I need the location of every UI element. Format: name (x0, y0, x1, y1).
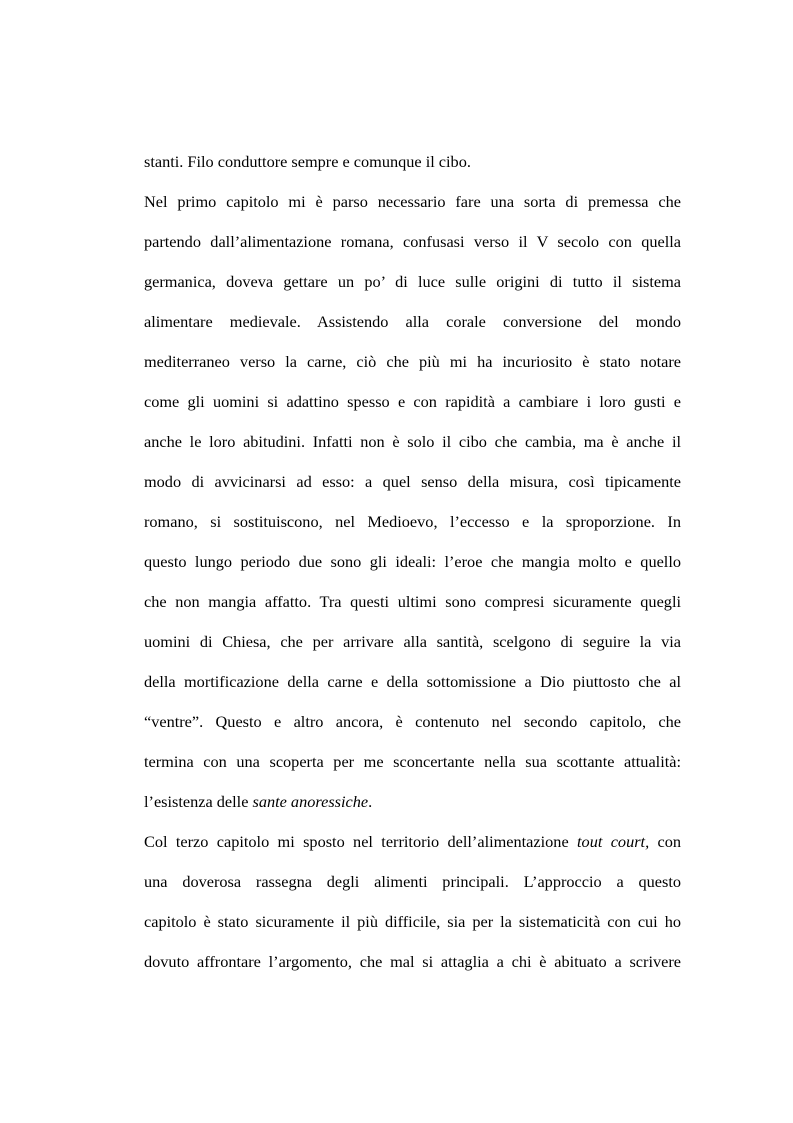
text-line: modo di avvicinarsi ad esso: a quel senso della misura, così tipicamente (144, 472, 681, 491)
text-line: della mortificazione della carne e della sottomissione a Dio piuttosto che al (144, 672, 681, 691)
text-line: germanica, doveva gettare un po’ di luce sulle origini di tutto il sistema (144, 272, 681, 291)
text-run: con (649, 832, 681, 851)
text-line: alimentare medievale. Assistendo alla corale conversione del mondo (144, 312, 681, 331)
text-line: mediterraneo verso la carne, ciò che più mi ha incuriosito è stato notare (144, 352, 681, 371)
text-line (144, 788, 681, 828)
text-line: dovuto affrontare l’argomento, che mal si attaglia a chi è abituato a scrivere (144, 952, 681, 971)
text-run: . (368, 792, 373, 811)
text-line: anche le loro abitudini. Infatti non è solo il cibo che cambia, ma è anche il (144, 432, 681, 451)
italic-text: tout court, (577, 832, 650, 851)
text-run: l’esistenza delle (144, 792, 253, 811)
text-line: come gli uomini si adattino spesso e con rapidità a cambiare i loro gusti e (144, 392, 681, 411)
text-line: Nel primo capitolo mi è parso necessario fare una sorta di premessa che (144, 192, 681, 211)
italic-text: sante anoressiche (252, 792, 369, 811)
text-line: questo lungo periodo due sono gli ideali: l’eroe che mangia molto e quello (144, 552, 681, 571)
text-run: Col terzo capitolo mi sposto nel territorio dell’alimentazione (144, 832, 578, 851)
text-line: stanti. Filo conduttore sempre e comunque il cibo. (144, 152, 471, 171)
text-line: partendo dall’alimentazione romana, confusasi verso il V secolo con quella (144, 232, 681, 251)
document-page (144, 148, 681, 988)
text-line (144, 828, 681, 868)
text-line: termina con una scoperta per me sconcertante nella sua scottante attualità: (144, 752, 681, 771)
text-line: che non mangia affatto. Tra questi ultimi sono compresi sicuramente quegli (144, 592, 681, 611)
text-line: capitolo è stato sicuramente il più difficile, sia per la sistematicità con cui ho (144, 912, 681, 931)
text-line: uomini di Chiesa, che per arrivare alla santità, scelgono di seguire la via (144, 632, 681, 651)
text-line: una doverosa rassegna degli alimenti principali. L’approccio a questo (144, 872, 681, 891)
text-line: romano, si sostituiscono, nel Medioevo, l’eccesso e la sproporzione. In (144, 512, 681, 531)
text-line: “ventre”. Questo e altro ancora, è contenuto nel secondo capitolo, che (144, 712, 681, 731)
